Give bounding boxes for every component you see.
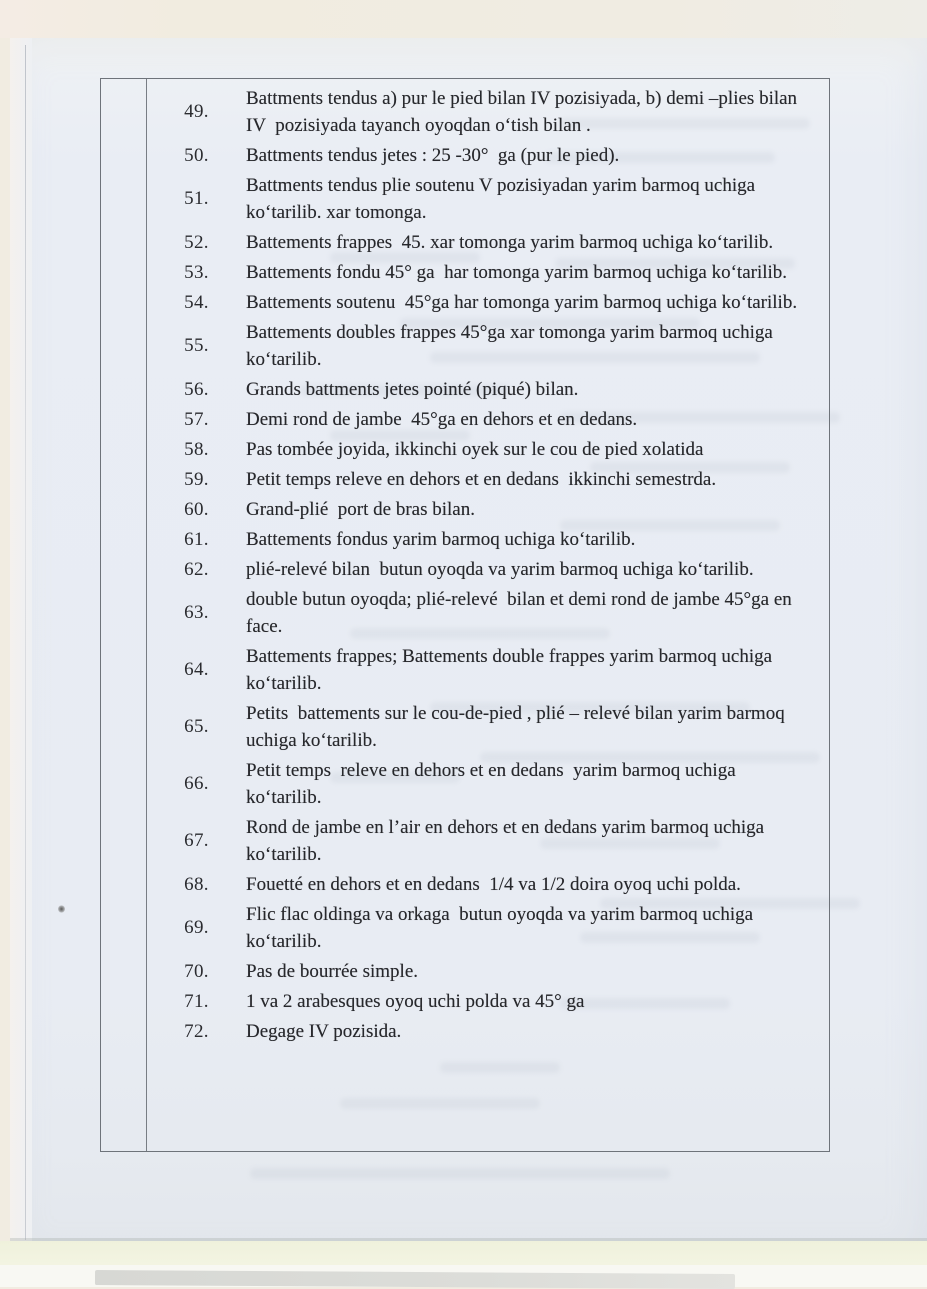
row-number: 57. [184,408,209,430]
table-row [147,871,829,898]
table-row [147,172,829,226]
row-text: Battements fondus yarim barmoq uchiga ko‘tarilib. [246,529,636,550]
row-number: 49. [184,101,209,122]
scan-bottom-band [0,1241,927,1265]
row-number: 71. [184,990,209,1012]
row-text: Flic flac oldinga va orkaga butun oyoqda va yarim barmoq uchiga ko‘tarilib. [246,904,758,952]
table-row [147,526,829,553]
row-text: Battments tendus a) pur le pied bilan IV pozisiyada, b) demi –plies bilan IV pozisiyada tayanch oyoqdan o‘tish bilan . [246,88,807,136]
row-number: 52. [184,231,209,253]
row-text: Battements frappes; Battements double frappes yarim barmoq uchiga ko‘tarilib. [246,646,777,694]
row-text: Battements doubles frappes 45°ga xar tomonga yarim barmoq uchiga ko‘tarilib. [246,322,778,370]
row-text: Battements soutenu 45°ga har tomonga yarim barmoq uchiga ko‘tarilib. [246,292,798,313]
row-text: Petits battements sur le cou-de-pied , plié – relevé bilan yarim barmoq uchiga ko‘tarilib. [246,703,790,751]
row-number: 56. [184,378,209,400]
table-rows [147,82,829,1151]
row-text: Fouetté en dehors et en dedans 1/4 va 1/2 doira oyoq uchi polda. [246,874,741,895]
table-row [147,1018,829,1045]
table-row [147,643,829,697]
row-number: 61. [184,528,209,550]
row-number: 59. [184,468,209,490]
row-number: 66. [184,773,209,794]
row-text: Rond de jambe en l’air en dehors et en dedans yarim barmoq uchiga ko‘tarilib. [246,817,769,865]
scan-top-margin [0,0,927,38]
table-row [147,85,829,139]
table-row [147,556,829,583]
row-text: Battements fondu 45° ga har tomonga yarim barmoq uchiga ko‘tarilib. [246,262,788,283]
table-row [147,496,829,523]
row-text: Pas de bourrée simple. [246,961,419,982]
row-number: 55. [184,335,209,356]
bleed-through-smudge [250,1168,670,1179]
row-text: Battments tendus plie soutenu V pozisiyadan yarim barmoq uchiga ko‘tarilib. xar tomonga. [246,175,760,223]
empty-left-column [101,79,147,1151]
table-row [147,229,829,256]
table-row [147,586,829,640]
table-row [147,757,829,811]
page-fold-line [25,45,26,1240]
table-row [147,814,829,868]
row-number: 68. [184,873,209,895]
exercise-table [100,78,830,1152]
row-number: 65. [184,716,209,737]
row-number: 70. [184,960,209,982]
table-row [147,376,829,403]
row-number: 63. [184,602,209,623]
row-text: Battments tendus jetes : 25 -30° ga (pur le pied). [246,145,620,166]
row-text: Petit temps releve en dehors et en dedans ikkinchi semestrda. [246,469,717,490]
row-text: plié-relevé bilan butun oyoqda va yarim barmoq uchiga ko‘tarilib. [246,559,754,580]
table-row [147,700,829,754]
row-number: 69. [184,917,209,938]
row-number: 62. [184,558,209,580]
row-text: 1 va 2 arabesques oyoq uchi polda va 45° ga [246,991,585,1012]
table-row [147,289,829,316]
row-text: Grand-plié port de bras bilan. [246,499,475,520]
table-row [147,988,829,1015]
table-row [147,901,829,955]
row-text: double butun oyoqda; plié-relevé bilan et demi rond de jambe 45°ga en face. [246,589,797,637]
row-number: 51. [184,188,209,209]
row-text: Grands battments jetes pointé (piqué) bilan. [246,379,579,400]
row-text: Petit temps releve en dehors et en dedans yarim barmoq uchiga ko‘tarilib. [246,760,741,808]
row-number: 72. [184,1020,209,1042]
row-number: 64. [184,659,209,680]
row-number: 50. [184,144,209,166]
row-text: Degage IV pozisida. [246,1021,402,1042]
row-text: Pas tombée joyida, ikkinchi oyek sur le cou de pied xolatida [246,439,704,460]
row-number: 67. [184,830,209,851]
row-text: Battements frappes 45. xar tomonga yarim barmoq uchiga ko‘tarilib. [246,232,774,253]
table-row [147,259,829,286]
row-text: Demi rond de jambe 45°ga en dehors et en dedans. [246,409,638,430]
table-row [147,958,829,985]
table-row [147,319,829,373]
table-row [147,436,829,463]
table-row [147,466,829,493]
row-number: 60. [184,498,209,520]
row-number: 58. [184,438,209,460]
table-row [147,406,829,433]
ink-speck [58,905,65,913]
table-row [147,142,829,169]
page-left-edge [10,38,32,1263]
row-number: 53. [184,261,209,283]
row-number: 54. [184,291,209,313]
